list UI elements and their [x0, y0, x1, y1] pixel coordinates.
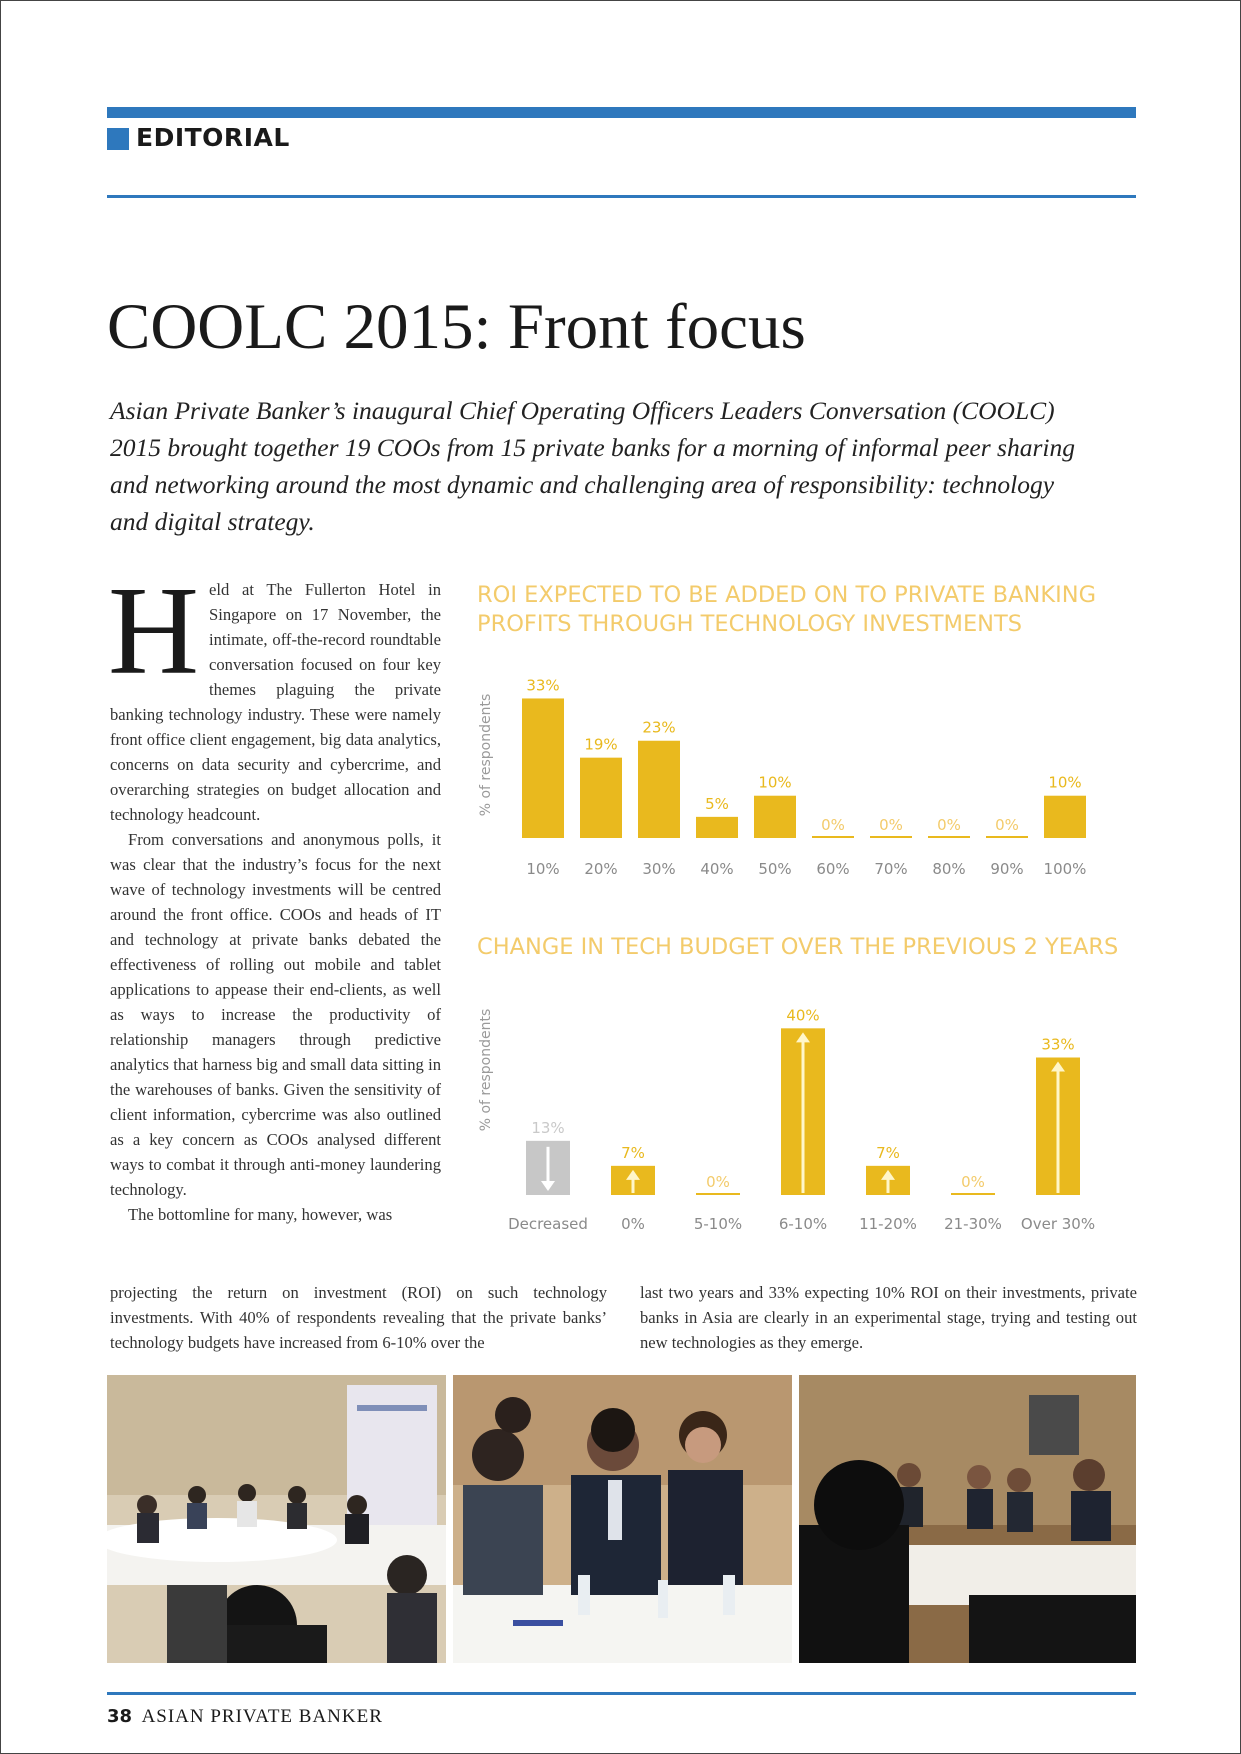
chart1-bar [870, 836, 912, 838]
chart2-bar [696, 1193, 740, 1195]
chart1-bar [1044, 796, 1086, 838]
chart2-ylabel: % of respondents [478, 1008, 494, 1132]
footer-rule [107, 1692, 1136, 1695]
section-marker [107, 128, 129, 150]
chart1-bar [696, 817, 738, 838]
chart2-tick-label: Decreased [508, 1215, 588, 1233]
chart1-data-label: 0% [821, 816, 845, 834]
chart1-tick-label: 100% [1043, 860, 1087, 878]
chart1-bar [986, 836, 1028, 838]
chart2-tick-label: Over 30% [1020, 1215, 1096, 1233]
chart1-tick-label: 50% [758, 860, 792, 878]
chart1-bar [812, 836, 854, 838]
paragraph-3-end: last two years and 33% expecting 10% ROI on their investments, private banks in Asia are clearly in an experimental stage, trying and testing out new technologies as they emerge. [640, 1283, 1137, 1352]
photo-roundtable [107, 1375, 446, 1663]
photo-participants [799, 1375, 1136, 1663]
chart1-data-label: 23% [642, 718, 676, 737]
chart2-data-label: 7% [621, 1143, 645, 1162]
budget-chart [470, 985, 1130, 1235]
body-column-left [108, 562, 441, 1227]
chart1-bar [580, 758, 622, 838]
chart1-title-line2: PROFITS THROUGH TECHNOLOGY INVESTMENTS [477, 611, 1023, 637]
chart1-data-label: 0% [937, 816, 961, 834]
chart1-data-label: 10% [1048, 773, 1082, 792]
chart2-bar [951, 1193, 995, 1195]
footer [107, 1706, 383, 1728]
chart1-data-label: 0% [879, 816, 903, 834]
roi-chart [470, 645, 1110, 885]
chart1-data-label: 5% [705, 794, 729, 813]
chart1-data-label: 33% [526, 676, 560, 695]
drop-cap: H [108, 562, 199, 701]
chart1-tick-label: 10% [526, 860, 560, 878]
chart1-title-line1: ROI EXPECTED TO BE ADDED ON TO PRIVATE BANKING [477, 582, 1097, 608]
chart1-data-label: 10% [758, 773, 792, 792]
chart2-title: CHANGE IN TECH BUDGET OVER THE PREVIOUS 2 YEARS [477, 934, 1119, 960]
chart2-data-label: 33% [1041, 1035, 1075, 1054]
section-label: EDITORIAL [136, 123, 290, 152]
chart1-tick-label: 40% [700, 860, 734, 878]
chart1-bar [754, 796, 796, 838]
chart2-tick-label: 0% [621, 1215, 645, 1233]
chart1-tick-label: 60% [816, 860, 850, 878]
header-rule [107, 195, 1136, 198]
paragraph-2: From conversations and anonymous polls, it was clear that the industry’s focus for the next wave of technology investments will be centred around the front office. COOs and heads of IT and technology at private banks debated the effectiveness of rolling out mobile and tablet applications to appease their end-clients, as well as ways to increase the productivity of relationship managers through predictive analytics that harness big and small data sitting in the warehouses of banks. Given the sensitivity of client information, cybercrime was also outlined as a key concern as COOs analysed different ways to combat it through anti-money laundering technology. [110, 830, 441, 1199]
chart1-bar [928, 836, 970, 838]
chart1-data-label: 0% [995, 816, 1019, 834]
chart1-tick-label: 20% [584, 860, 618, 878]
page-number: 38 [107, 1706, 133, 1727]
chart1-bar [522, 698, 564, 838]
chart1-tick-label: 30% [642, 860, 676, 878]
chart1-tick-label: 80% [932, 860, 966, 878]
publication-name: ASIAN PRIVATE BANKER [141, 1706, 383, 1727]
chart2-tick-label: 5-10% [693, 1215, 743, 1233]
chart1-bar [638, 741, 680, 838]
chart2-data-label: 0% [706, 1173, 730, 1191]
photo-attendees [453, 1375, 792, 1663]
paragraph-3-continued: projecting the return on investment (ROI) on such technology investments. With 40% of respondents revealing that the private banks’ technology budgets have increased from 6-10% over the [110, 1283, 607, 1352]
header-bar [107, 107, 1136, 118]
chart2-tick-label: 21-30% [944, 1215, 1002, 1233]
chart2-data-label: 0% [961, 1173, 985, 1191]
chart1-tick-label: 70% [874, 860, 908, 878]
chart2-data-label: 7% [876, 1143, 900, 1162]
paragraph-3-start: The bottomline for many, however, was [128, 1205, 393, 1224]
standfirst: Asian Private Banker’s inaugural Chief Operating Officers Leaders Conversation (COOLC) 2015 brought together 19 COOs from 15 private banks for a morning of informal peer sharing and networking around the most dynamic and challenging area of responsibility: technology and digital strategy. [110, 396, 1075, 536]
chart1-tick-label: 90% [990, 860, 1024, 878]
headline: COOLC 2015: Front focus [107, 291, 806, 363]
chart1-data-label: 19% [584, 735, 618, 754]
chart1-ylabel: % of respondents [478, 693, 494, 817]
chart2-data-label: 13% [531, 1118, 565, 1137]
chart2-tick-label: 6-10% [778, 1215, 828, 1233]
chart2-data-label: 40% [786, 1006, 820, 1025]
chart2-tick-label: 11-20% [859, 1215, 917, 1233]
paragraph-1: eld at The Fullerton Hotel in Singapore on 17 November, the intimate, off-the-record roundtable conversation focused on four key themes plaguing the private banking technology industry. These were namely front office client engagement, big data analytics, concerns on data security and cybercrime, and overarching strategies on budget allocation and technology headcount. [110, 580, 441, 824]
